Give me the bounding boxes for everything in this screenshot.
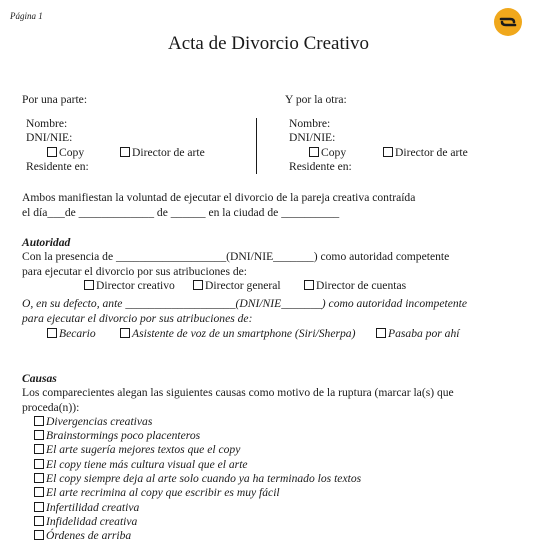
party-one-heading: Por una parte:	[22, 93, 88, 106]
cause-item[interactable]	[34, 501, 139, 515]
cause-item[interactable]	[34, 529, 131, 543]
autoridad-option-general[interactable]	[193, 279, 281, 293]
checkbox[interactable]	[193, 280, 203, 290]
cause-label: El arte sugería mejores textos que el copy	[46, 443, 241, 456]
logo-mark-icon	[494, 8, 522, 36]
option-label: Copy	[321, 146, 347, 159]
autoridad-option-creative[interactable]	[84, 279, 175, 293]
brand-logo	[494, 8, 522, 36]
party-two-residence-label: Residente en:	[289, 160, 352, 173]
party-divider	[256, 118, 257, 174]
autoridad-heading: Autoridad	[22, 236, 71, 249]
cause-item[interactable]	[34, 472, 361, 486]
checkbox[interactable]	[47, 328, 57, 338]
party-two-role-art[interactable]	[383, 146, 468, 160]
option-label: Director de cuentas	[316, 279, 407, 292]
option-label: Copy	[59, 146, 85, 159]
option-label: Director general	[205, 279, 281, 292]
autoridad-option-accounts[interactable]	[304, 279, 406, 293]
cause-label: Infertilidad creativa	[46, 501, 140, 514]
party-one-role-art[interactable]	[120, 146, 205, 160]
causas-heading: Causas	[22, 372, 57, 385]
autoridad-alt-line-1: O, en su defecto, ante ___________________(DNI/NIE_______) como autoridad incompetente	[22, 297, 468, 310]
checkbox[interactable]	[34, 516, 44, 526]
option-label: Director de arte	[395, 146, 468, 159]
party-one-role-copy[interactable]	[47, 146, 84, 160]
cause-label: Brainstormings poco placenteros	[46, 429, 201, 442]
cause-label: Infidelidad creativa	[46, 515, 138, 528]
checkbox[interactable]	[84, 280, 94, 290]
page-label: Página 1	[10, 11, 43, 21]
autoridad-line-2: para ejecutar el divorcio por sus atribuciones de:	[22, 265, 248, 278]
checkbox[interactable]	[383, 147, 393, 157]
checkbox[interactable]	[34, 444, 44, 454]
autoridad-alt-option-voice-assistant[interactable]	[120, 327, 355, 341]
cause-label: El copy tiene más cultura visual que el arte	[46, 458, 248, 471]
cause-label: Órdenes de arriba	[46, 529, 132, 542]
checkbox[interactable]	[47, 147, 57, 157]
cause-label: El arte recrimina al copy que escribir es muy fácil	[46, 486, 280, 499]
checkbox[interactable]	[304, 280, 314, 290]
party-one-dni-label: DNI/NIE:	[26, 131, 73, 144]
checkbox[interactable]	[376, 328, 386, 338]
checkbox[interactable]	[34, 430, 44, 440]
checkbox[interactable]	[120, 147, 130, 157]
checkbox[interactable]	[34, 530, 44, 540]
autoridad-line-1: Con la presencia de ___________________(DNI/NIE_______) como autoridad competente	[22, 250, 450, 263]
party-one-name-label: Nombre:	[26, 117, 68, 130]
party-one-residence-label: Residente en:	[26, 160, 89, 173]
intro-line-1: Ambos manifiestan la voluntad de ejecutar el divorcio de la pareja creativa contraída	[22, 191, 416, 204]
party-two-heading: Y por la otra:	[285, 93, 347, 106]
causas-line-1: Los comparecientes alegan las siguientes causas como motivo de la ruptura (marcar la(s) que	[22, 386, 454, 399]
option-label: Becario	[59, 327, 96, 340]
intro-line-2: el día___de _____________ de ______ en la ciudad de __________	[22, 206, 340, 219]
document-title: Acta de Divorcio Creativo	[167, 33, 369, 54]
cause-item[interactable]	[34, 486, 280, 500]
party-two-name-label: Nombre:	[289, 117, 331, 130]
checkbox[interactable]	[34, 459, 44, 469]
autoridad-alt-line-2: para ejecutar el divorcio por sus atribuciones de:	[22, 312, 253, 325]
option-label: Director creativo	[96, 279, 175, 292]
cause-item[interactable]	[34, 429, 200, 443]
cause-item[interactable]	[34, 415, 152, 429]
autoridad-alt-option-passerby[interactable]	[376, 327, 460, 341]
checkbox[interactable]	[120, 328, 130, 338]
cause-item[interactable]	[34, 515, 137, 529]
cause-item[interactable]	[34, 458, 248, 472]
checkbox[interactable]	[34, 416, 44, 426]
checkbox[interactable]	[34, 473, 44, 483]
causas-line-2: proceda(n)):	[22, 401, 80, 414]
checkbox[interactable]	[34, 502, 44, 512]
cause-label: Divergencias creativas	[46, 415, 153, 428]
option-label: Pasaba por ahí	[388, 327, 460, 340]
option-label: Asistente de voz de un smartphone (Siri/Sherpa)	[132, 327, 356, 340]
party-two-role-copy[interactable]	[309, 146, 346, 160]
autoridad-alt-option-intern[interactable]	[47, 327, 96, 341]
checkbox[interactable]	[309, 147, 319, 157]
checkbox[interactable]	[34, 487, 44, 497]
option-label: Director de arte	[132, 146, 205, 159]
cause-item[interactable]	[34, 443, 240, 457]
cause-label: El copy siempre deja al arte solo cuando ya ha terminado los textos	[46, 472, 362, 485]
party-two-dni-label: DNI/NIE:	[289, 131, 336, 144]
